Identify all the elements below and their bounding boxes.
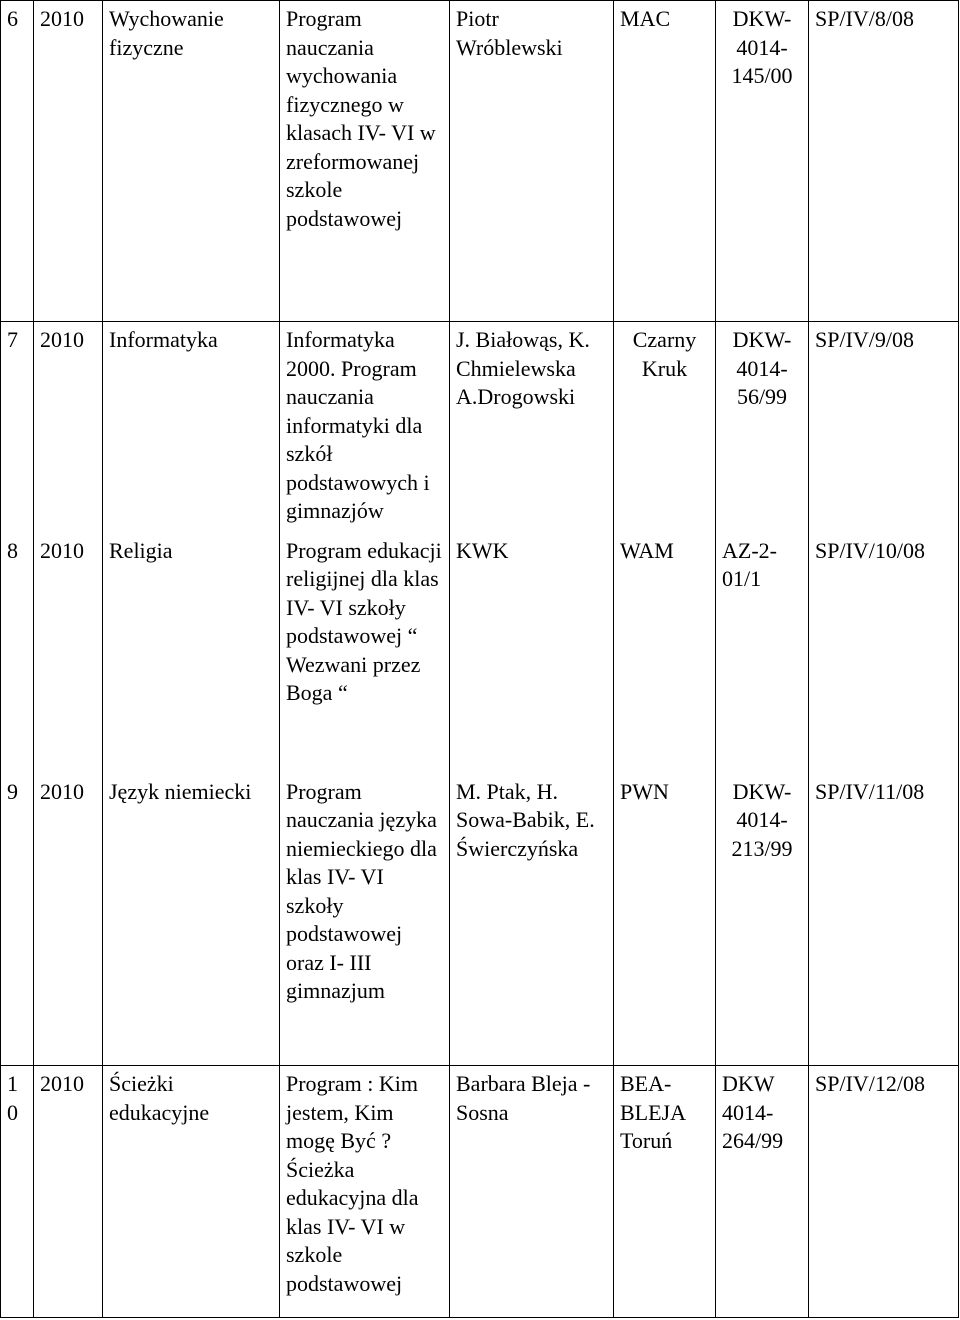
program-code-cell: SP/IV/11/08 — [809, 774, 959, 1066]
approval-number-cell: DKW- 4014- 56/99 — [716, 322, 809, 533]
publisher-cell: PWN — [614, 774, 716, 1066]
year-cell: 2010 — [34, 322, 103, 533]
program-code-cell: SP/IV/8/08 — [809, 1, 959, 322]
table-row — [1, 322, 959, 533]
approval-number-cell: AZ-2- 01/1 — [716, 533, 809, 774]
subject-cell: Wychowanie fizyczne — [103, 1, 280, 322]
publisher-cell: Czarny Kruk — [614, 322, 716, 533]
program-code-cell: SP/IV/9/08 — [809, 322, 959, 533]
year-cell: 2010 — [34, 1, 103, 322]
author-cell: M. Ptak, H. Sowa-Babik, E. Świerczyńska — [450, 774, 614, 1066]
row-number: 9 — [1, 774, 34, 1066]
program-cell: Program nauczania języka niemieckiego dla klas IV- VI szkoły podstawowej oraz I- III gimnazjum — [280, 774, 450, 1066]
program-cell: Program edukacji religijnej dla klas IV- VI szkoły podstawowej “ Wezwani przez Boga “ — [280, 533, 450, 774]
author-cell: Piotr Wróblewski — [450, 1, 614, 322]
table-row — [1, 1, 959, 322]
row-number: 7 — [1, 322, 34, 533]
table-row — [1, 774, 959, 1066]
program-code-cell: SP/IV/10/08 — [809, 533, 959, 774]
subject-cell: Religia — [103, 533, 280, 774]
author-cell: Barbara Bleja - Sosna — [450, 1066, 614, 1318]
approval-number-cell: DKW 4014- 264/99 — [716, 1066, 809, 1318]
table-row — [1, 1066, 959, 1318]
subject-cell: Informatyka — [103, 322, 280, 533]
year-cell: 2010 — [34, 1066, 103, 1318]
approval-number-cell: DKW- 4014- 145/00 — [716, 1, 809, 322]
row-number: 10 — [1, 1066, 34, 1318]
table-row — [1, 533, 959, 774]
row-number: 8 — [1, 533, 34, 774]
author-cell: KWK — [450, 533, 614, 774]
row-number: 6 — [1, 1, 34, 322]
publisher-cell: WAM — [614, 533, 716, 774]
program-cell: Program nauczania wychowania fizycznego w klasach IV- VI w zreformowanej szkole podstawowej — [280, 1, 450, 322]
program-cell: Program : Kim jestem, Kim mogę Być ? Ścieżka edukacyjna dla klas IV- VI w szkole podstawowej — [280, 1066, 450, 1318]
publisher-cell: MAC — [614, 1, 716, 322]
approval-number-cell: DKW- 4014- 213/99 — [716, 774, 809, 1066]
author-cell: J. Białowąs, K. Chmielewska A.Drogowski — [450, 322, 614, 533]
program-code-cell: SP/IV/12/08 — [809, 1066, 959, 1318]
subject-cell: Ścieżki edukacyjne — [103, 1066, 280, 1318]
subject-cell: Język niemiecki — [103, 774, 280, 1066]
publisher-cell: BEA- BLEJA Toruń — [614, 1066, 716, 1318]
year-cell: 2010 — [34, 533, 103, 774]
program-cell: Informatyka 2000. Program nauczania informatyki dla szkół podstawowych i gimnazjów — [280, 322, 450, 533]
year-cell: 2010 — [34, 774, 103, 1066]
